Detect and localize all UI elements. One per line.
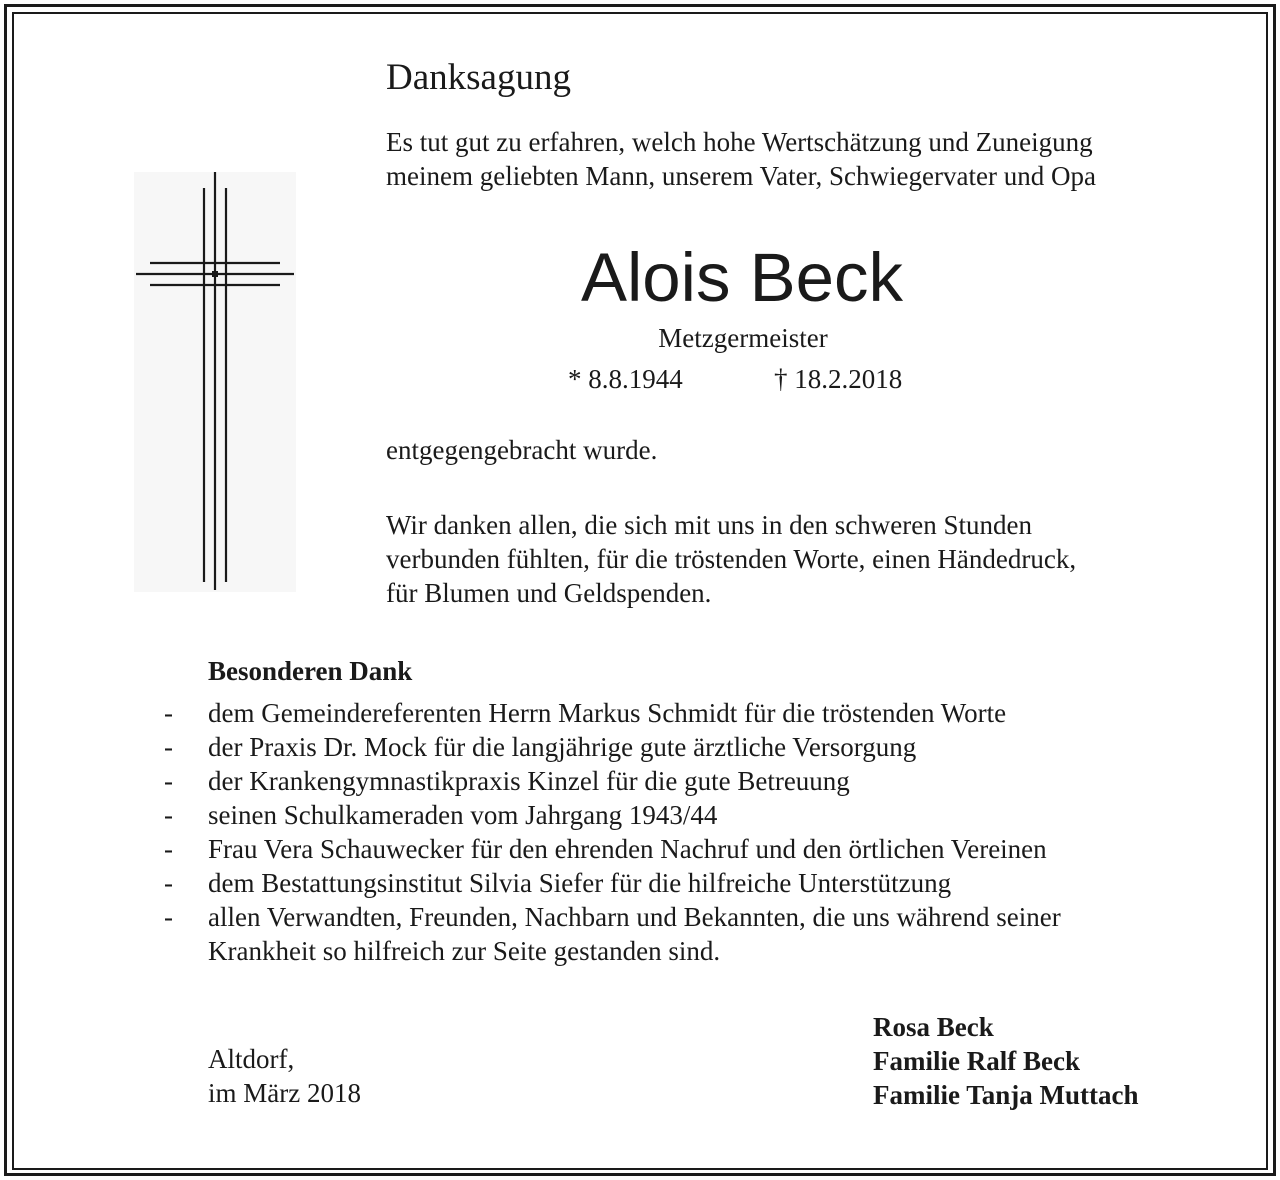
- bullet-dash: -: [164, 868, 173, 898]
- list-item-text: seinen Schulkameraden vom Jahrgang 1943/44: [208, 800, 718, 830]
- bullet-dash: -: [164, 800, 173, 830]
- thanks-line: Wir danken allen, die sich mit uns in den schweren Stunden: [386, 510, 1033, 540]
- deceased-name: Alois Beck: [580, 239, 904, 316]
- deceased-profession: Metzgermeister: [658, 323, 828, 353]
- date: im März 2018: [208, 1078, 361, 1108]
- cross-icon: [134, 172, 296, 592]
- thanks-line: für Blumen und Geldspenden.: [386, 578, 712, 608]
- list-item: [164, 696, 1061, 730]
- intro-line: Es tut gut zu erfahren, welch hohe Wertschätzung und Zuneigung: [386, 127, 1093, 157]
- signatures: [873, 1010, 1139, 1112]
- list-item: [164, 798, 1061, 832]
- birth-date: * 8.8.1944: [568, 364, 683, 394]
- list-item-text: Krankheit so hilfreich zur Seite gestanden sind.: [208, 936, 721, 966]
- list-item-text: dem Bestattungsinstitut Silvia Siefer für die hilfreiche Unterstützung: [208, 868, 952, 898]
- list-item: [164, 832, 1061, 866]
- signature-line: Familie Ralf Beck: [873, 1046, 1080, 1076]
- bullet-dash: -: [164, 834, 173, 864]
- bullet-dash: -: [164, 698, 173, 728]
- thanks-text: [386, 508, 1076, 610]
- signature-line: Rosa Beck: [873, 1012, 994, 1042]
- list-item: [164, 900, 1061, 968]
- list-item-text: allen Verwandten, Freunden, Nachbarn und Bekannten, die uns während seiner: [208, 902, 1061, 932]
- thanks-line: verbunden fühlten, für die tröstenden Worte, einen Händedruck,: [386, 544, 1077, 574]
- death-date: † 18.2.2018: [774, 364, 903, 394]
- list-item-text: Frau Vera Schauwecker für den ehrenden Nachruf und den örtlichen Vereinen: [208, 834, 1047, 864]
- list-item-text: dem Gemeindereferenten Herrn Markus Schmidt für die tröstenden Worte: [208, 698, 1007, 728]
- signature-line: Familie Tanja Muttach: [873, 1080, 1139, 1110]
- page-title: Danksagung: [386, 57, 571, 98]
- intro-line: meinem geliebten Mann, unserem Vater, Schwiegervater und Opa: [386, 161, 1096, 191]
- list-item: [164, 866, 1061, 900]
- special-thanks-heading: Besonderen Dank: [208, 656, 413, 686]
- bullet-dash: -: [164, 902, 173, 932]
- special-thanks-list: [164, 696, 1061, 968]
- bullet-dash: -: [164, 732, 173, 762]
- bullet-dash: -: [164, 766, 173, 796]
- place-date: [208, 1042, 361, 1110]
- list-item: [164, 730, 1061, 764]
- list-item: [164, 764, 1061, 798]
- place: Altdorf,: [208, 1044, 295, 1074]
- list-item-text: der Krankengymnastikpraxis Kinzel für die gute Betreuung: [208, 766, 850, 796]
- list-item-text: der Praxis Dr. Mock für die langjährige gute ärztliche Versorgung: [208, 732, 917, 762]
- continued-text: entgegengebracht wurde.: [386, 435, 658, 465]
- intro-text: [386, 125, 1096, 193]
